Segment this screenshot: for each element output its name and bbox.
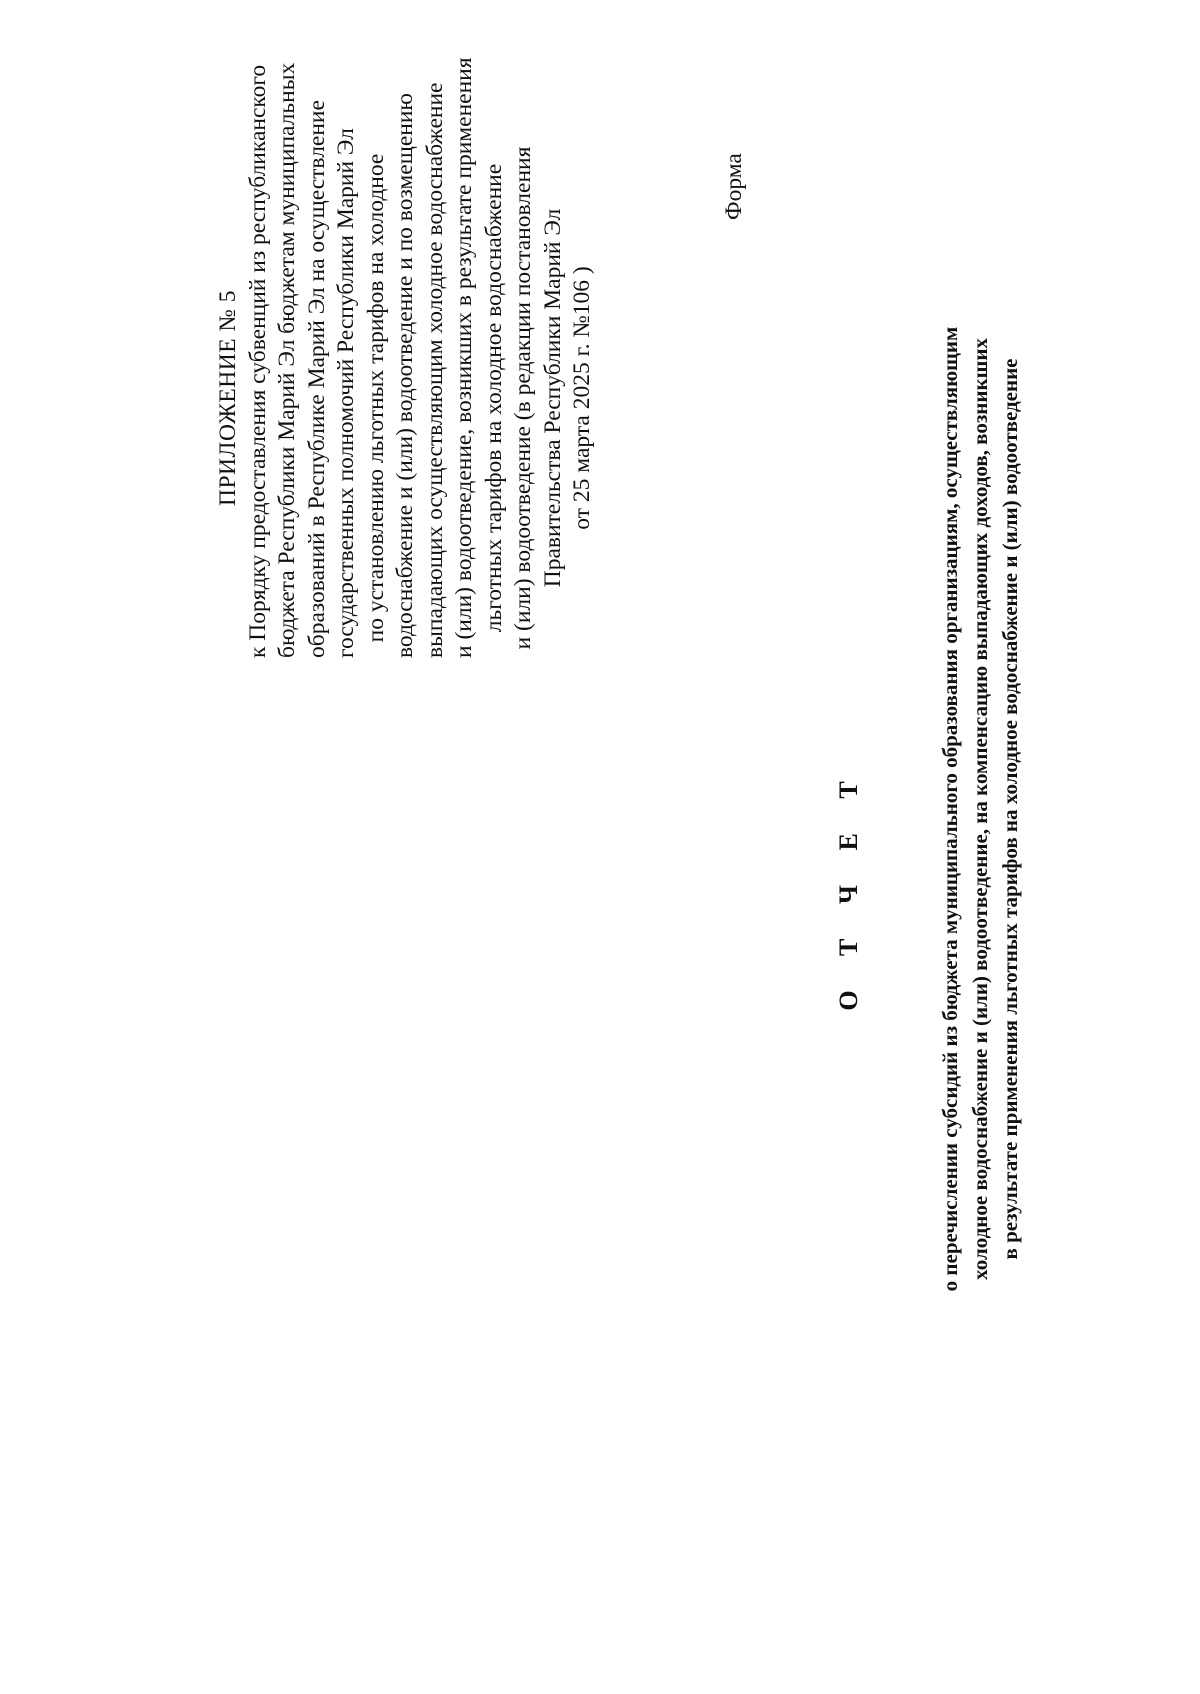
appendix-line: государственных полномочий Республики Марий Эл	[333, 128, 359, 658]
appendix-line: бюджета Республики Марий Эл бюджетам муниципальных	[274, 62, 300, 658]
report-title: О Т Ч Е Т	[834, 767, 863, 1011]
appendix-line: к Порядку предоставления субвенций из республиканского	[244, 64, 271, 658]
appendix-line: и (или) водоотведение, возникших в результате применения	[451, 57, 477, 658]
appendix-line: по установлению льготных тарифов на холодное	[362, 153, 389, 643]
appendix-line: Правительства Республики Марий Эл	[539, 208, 566, 588]
report-subtitle-line: в результате применения льготных тарифов на холодное водоснабжение и (или) водоотведение	[998, 358, 1022, 1260]
appendix-line: выпадающих осуществляющим холодное водоснабжение	[421, 82, 448, 658]
appendix-line: льготных тарифов на холодное водоснабжение	[480, 163, 507, 633]
appendix-date-line: от 25 марта 2025 г. №106 )	[569, 266, 595, 530]
report-subtitle-line: о перечислении субсидий из бюджета муниципального образования организациям, осуществляющим	[938, 326, 962, 1292]
appendix-header	[214, 57, 598, 658]
appendix-line: и (или) водоотведение (в редакции постановления	[510, 146, 536, 650]
form-label: Форма	[721, 153, 747, 220]
report-subtitle	[935, 104, 1025, 1514]
appendix-title: ПРИЛОЖЕНИЕ № 5	[215, 290, 241, 506]
appendix-line: образований в Республике Марий Эл на осуществление	[303, 100, 330, 658]
report-subtitle-line: холодное водоснабжение и (или) водоотведение, на компенсацию выпадающих доходов, возникших	[968, 338, 992, 1280]
appendix-line: водоснабжение и (или) водоотведение и по возмещению	[392, 93, 418, 658]
